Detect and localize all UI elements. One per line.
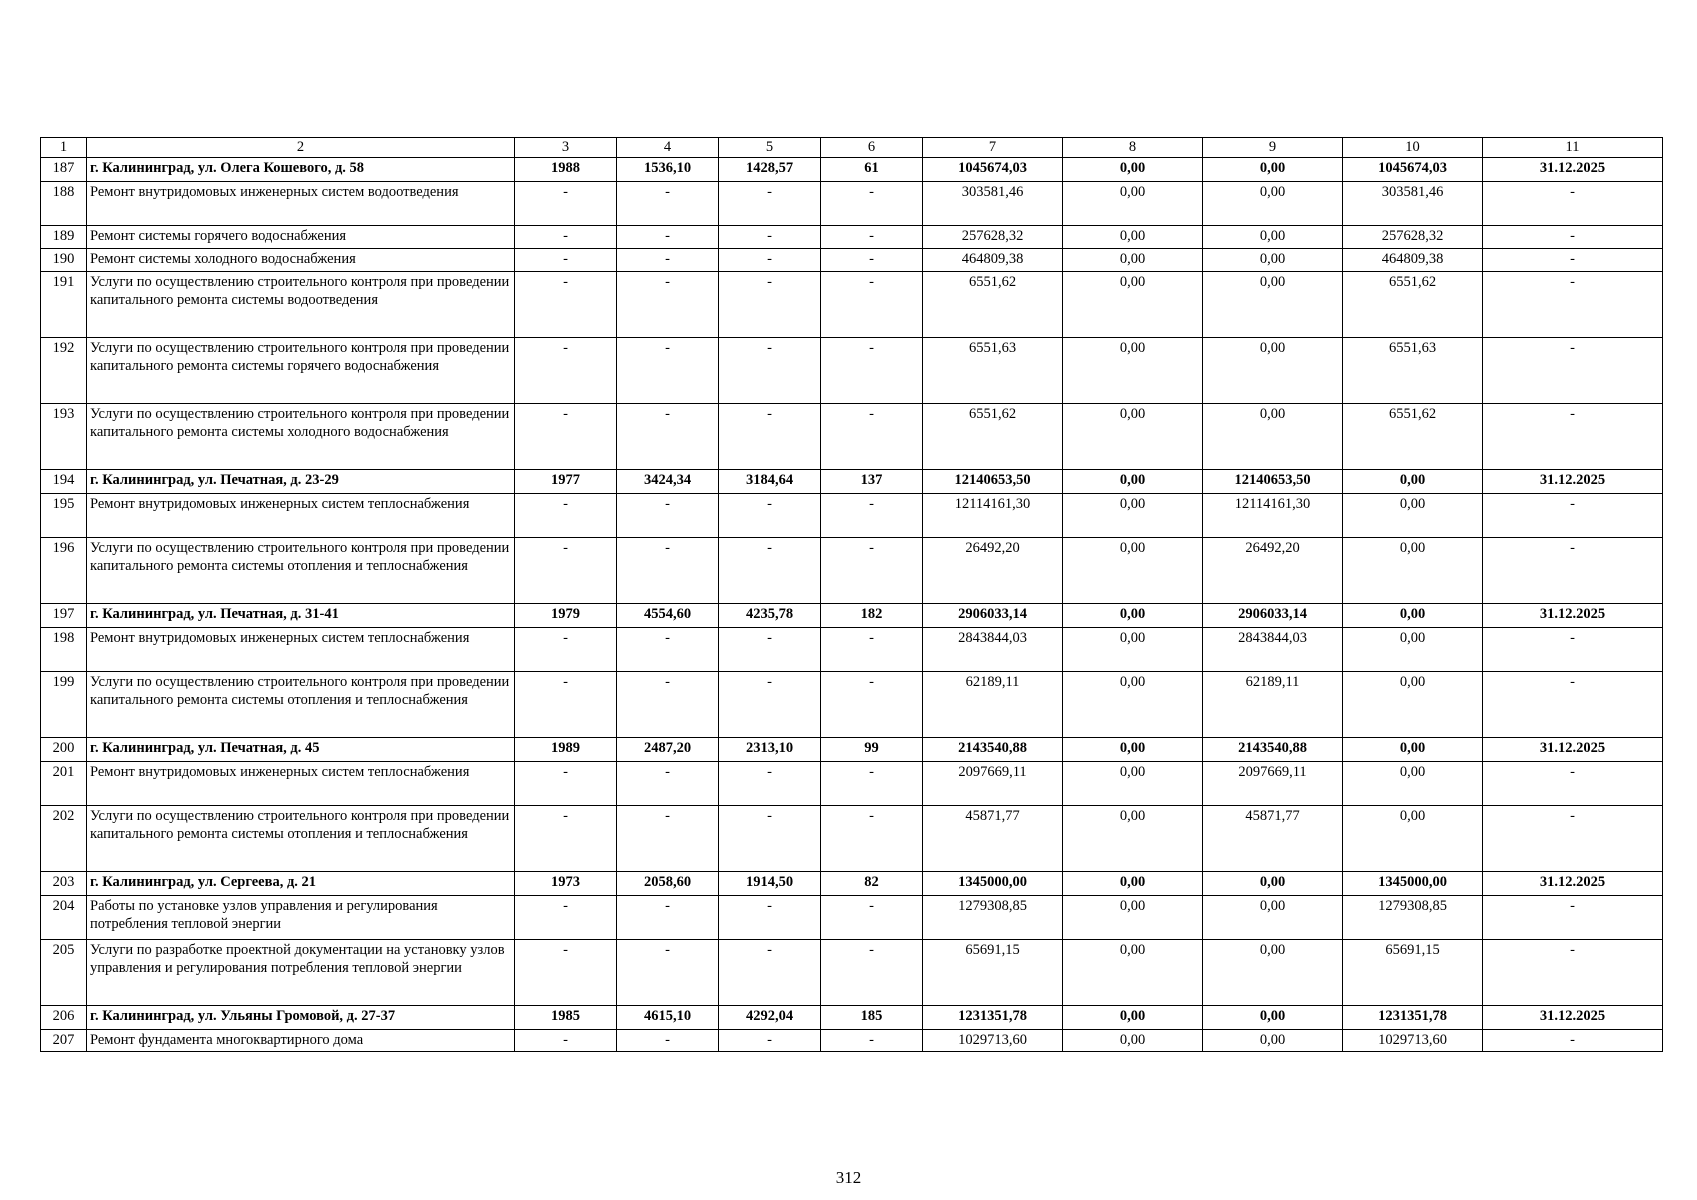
cell-cost-total: 6551,62 <box>923 271 1063 337</box>
cell-description: Ремонт фундамента многоквартирного дома <box>87 1029 515 1052</box>
cell-fund-owners: 0,00 <box>1203 225 1343 248</box>
cell-completion-date: - <box>1483 337 1663 403</box>
cell-description: Ремонт системы холодного водоснабжения <box>87 248 515 271</box>
work-row <box>41 627 1663 671</box>
cell-year-built: 1977 <box>515 469 617 493</box>
cell-fund-owners: 0,00 <box>1203 939 1343 1005</box>
work-row <box>41 805 1663 871</box>
cell-row-number: 200 <box>41 737 87 761</box>
cell-fund-regional: 0,00 <box>1063 537 1203 603</box>
cell-fund-regional: 0,00 <box>1063 627 1203 671</box>
cell-year-built: - <box>515 537 617 603</box>
work-row <box>41 761 1663 805</box>
cell-fund-owners: 2097669,11 <box>1203 761 1343 805</box>
cell-year-built: 1989 <box>515 737 617 761</box>
cell-completion-date: - <box>1483 537 1663 603</box>
cell-total-area: - <box>617 271 719 337</box>
cell-completion-date: - <box>1483 181 1663 225</box>
work-row <box>41 939 1663 1005</box>
cell-completion-date: 31.12.2025 <box>1483 1005 1663 1029</box>
cell-fund-regional: 0,00 <box>1063 939 1203 1005</box>
cell-cost-total: 12140653,50 <box>923 469 1063 493</box>
cell-living-area: - <box>719 271 821 337</box>
cell-description: Услуги по осуществлению строительного контроля при проведении капитального ремонта системы водоотведения <box>87 271 515 337</box>
cell-description: Ремонт системы горячего водоснабжения <box>87 225 515 248</box>
cell-fund-other: 1231351,78 <box>1343 1005 1483 1029</box>
cell-completion-date: 31.12.2025 <box>1483 737 1663 761</box>
cell-description: Услуги по разработке проектной документации на установку узлов управления и регулирования потребления тепловой энергии <box>87 939 515 1005</box>
cell-residents: - <box>821 895 923 939</box>
cell-fund-other: 6551,63 <box>1343 337 1483 403</box>
header-cell-fund-other: 10 <box>1343 138 1483 158</box>
cell-cost-total: 2143540,88 <box>923 737 1063 761</box>
cell-completion-date: - <box>1483 248 1663 271</box>
cell-cost-total: 2906033,14 <box>923 603 1063 627</box>
cell-fund-owners: 0,00 <box>1203 157 1343 181</box>
cell-fund-owners: 45871,77 <box>1203 805 1343 871</box>
cell-residents: - <box>821 225 923 248</box>
cell-fund-regional: 0,00 <box>1063 805 1203 871</box>
cell-fund-regional: 0,00 <box>1063 403 1203 469</box>
cell-residents: - <box>821 181 923 225</box>
cell-description: Услуги по осуществлению строительного контроля при проведении капитального ремонта системы отопления и теплоснабжения <box>87 805 515 871</box>
cell-living-area: - <box>719 493 821 537</box>
header-cell-completion-date: 11 <box>1483 138 1663 158</box>
cell-residents: 137 <box>821 469 923 493</box>
cell-completion-date: - <box>1483 627 1663 671</box>
cell-living-area: - <box>719 805 821 871</box>
work-row <box>41 403 1663 469</box>
cell-cost-total: 464809,38 <box>923 248 1063 271</box>
cell-residents: 82 <box>821 871 923 895</box>
cell-cost-total: 2843844,03 <box>923 627 1063 671</box>
header-cell-total-area: 4 <box>617 138 719 158</box>
cell-row-number: 205 <box>41 939 87 1005</box>
cell-fund-regional: 0,00 <box>1063 337 1203 403</box>
cell-row-number: 207 <box>41 1029 87 1052</box>
cell-fund-other: 6551,62 <box>1343 271 1483 337</box>
cell-year-built: - <box>515 627 617 671</box>
cell-completion-date: - <box>1483 271 1663 337</box>
cell-fund-regional: 0,00 <box>1063 225 1203 248</box>
cell-completion-date: 31.12.2025 <box>1483 871 1663 895</box>
cell-total-area: - <box>617 805 719 871</box>
cell-description: Ремонт внутридомовых инженерных систем водоотведения <box>87 181 515 225</box>
cell-fund-owners: 62189,11 <box>1203 671 1343 737</box>
cell-cost-total: 6551,63 <box>923 337 1063 403</box>
cell-living-area: - <box>719 1029 821 1052</box>
address-row <box>41 737 1663 761</box>
cell-fund-owners: 0,00 <box>1203 871 1343 895</box>
cell-total-area: - <box>617 761 719 805</box>
address-row <box>41 1005 1663 1029</box>
cell-row-number: 190 <box>41 248 87 271</box>
cell-total-area: - <box>617 627 719 671</box>
cell-living-area: - <box>719 181 821 225</box>
cell-fund-other: 257628,32 <box>1343 225 1483 248</box>
cell-completion-date: - <box>1483 1029 1663 1052</box>
cell-living-area: 4292,04 <box>719 1005 821 1029</box>
address-row <box>41 157 1663 181</box>
cell-cost-total: 1231351,78 <box>923 1005 1063 1029</box>
cell-completion-date: - <box>1483 939 1663 1005</box>
document-sheet <box>40 137 1662 1052</box>
cell-fund-other: 0,00 <box>1343 603 1483 627</box>
cell-row-number: 197 <box>41 603 87 627</box>
cell-total-area: - <box>617 895 719 939</box>
cell-cost-total: 2097669,11 <box>923 761 1063 805</box>
cell-living-area: - <box>719 537 821 603</box>
cell-fund-other: 0,00 <box>1343 671 1483 737</box>
cell-residents: - <box>821 805 923 871</box>
cell-fund-owners: 2843844,03 <box>1203 627 1343 671</box>
cell-year-built: 1979 <box>515 603 617 627</box>
cell-completion-date: - <box>1483 493 1663 537</box>
cell-fund-owners: 0,00 <box>1203 337 1343 403</box>
cell-living-area: 4235,78 <box>719 603 821 627</box>
cell-row-number: 193 <box>41 403 87 469</box>
cell-total-area: 4615,10 <box>617 1005 719 1029</box>
cell-row-number: 206 <box>41 1005 87 1029</box>
cell-row-number: 194 <box>41 469 87 493</box>
cell-fund-regional: 0,00 <box>1063 181 1203 225</box>
cell-row-number: 192 <box>41 337 87 403</box>
cell-fund-regional: 0,00 <box>1063 1029 1203 1052</box>
work-row <box>41 1029 1663 1052</box>
cell-total-area: 3424,34 <box>617 469 719 493</box>
cell-completion-date: 31.12.2025 <box>1483 469 1663 493</box>
work-row <box>41 671 1663 737</box>
cell-living-area: 2313,10 <box>719 737 821 761</box>
cell-completion-date: - <box>1483 225 1663 248</box>
cell-year-built: - <box>515 248 617 271</box>
cell-cost-total: 26492,20 <box>923 537 1063 603</box>
cell-fund-owners: 0,00 <box>1203 181 1343 225</box>
cell-residents: - <box>821 939 923 1005</box>
cell-fund-other: 1029713,60 <box>1343 1029 1483 1052</box>
cell-year-built: - <box>515 493 617 537</box>
cell-year-built: 1988 <box>515 157 617 181</box>
cell-cost-total: 1045674,03 <box>923 157 1063 181</box>
cell-year-built: - <box>515 225 617 248</box>
cell-row-number: 191 <box>41 271 87 337</box>
cell-row-number: 202 <box>41 805 87 871</box>
cell-cost-total: 1029713,60 <box>923 1029 1063 1052</box>
cell-total-area: - <box>617 537 719 603</box>
cell-cost-total: 62189,11 <box>923 671 1063 737</box>
cell-fund-other: 6551,62 <box>1343 403 1483 469</box>
cell-description: г. Калининград, ул. Сергеева, д. 21 <box>87 871 515 895</box>
cell-fund-owners: 0,00 <box>1203 248 1343 271</box>
cell-row-number: 204 <box>41 895 87 939</box>
cell-residents: - <box>821 493 923 537</box>
cell-row-number: 198 <box>41 627 87 671</box>
cell-row-number: 199 <box>41 671 87 737</box>
cell-total-area: 2487,20 <box>617 737 719 761</box>
cell-row-number: 189 <box>41 225 87 248</box>
cell-year-built: - <box>515 181 617 225</box>
cell-cost-total: 45871,77 <box>923 805 1063 871</box>
cell-year-built: - <box>515 671 617 737</box>
cell-fund-other: 0,00 <box>1343 805 1483 871</box>
cell-fund-other: 464809,38 <box>1343 248 1483 271</box>
work-row <box>41 271 1663 337</box>
cell-total-area: - <box>617 248 719 271</box>
cell-fund-owners: 0,00 <box>1203 1005 1343 1029</box>
address-row <box>41 603 1663 627</box>
cell-year-built: - <box>515 895 617 939</box>
cell-fund-regional: 0,00 <box>1063 157 1203 181</box>
cell-description: г. Калининград, ул. Ульяны Громовой, д. 27-37 <box>87 1005 515 1029</box>
cell-living-area: - <box>719 671 821 737</box>
cell-description: г. Калининград, ул. Печатная, д. 23-29 <box>87 469 515 493</box>
cell-residents: 99 <box>821 737 923 761</box>
cell-fund-other: 0,00 <box>1343 627 1483 671</box>
cell-fund-regional: 0,00 <box>1063 469 1203 493</box>
cell-fund-regional: 0,00 <box>1063 761 1203 805</box>
work-row <box>41 181 1663 225</box>
cell-description: Ремонт внутридомовых инженерных систем теплоснабжения <box>87 627 515 671</box>
cell-residents: - <box>821 671 923 737</box>
table-body <box>41 138 1663 1052</box>
cell-fund-owners: 0,00 <box>1203 403 1343 469</box>
cell-year-built: - <box>515 805 617 871</box>
cell-description: Услуги по осуществлению строительного контроля при проведении капитального ремонта системы отопления и теплоснабжения <box>87 537 515 603</box>
header-cell-fund-owners: 9 <box>1203 138 1343 158</box>
cell-fund-regional: 0,00 <box>1063 737 1203 761</box>
cell-year-built: - <box>515 1029 617 1052</box>
cell-residents: - <box>821 403 923 469</box>
cell-completion-date: - <box>1483 805 1663 871</box>
cell-fund-other: 0,00 <box>1343 537 1483 603</box>
cell-total-area: - <box>617 671 719 737</box>
cell-residents: - <box>821 1029 923 1052</box>
cell-total-area: 2058,60 <box>617 871 719 895</box>
cell-fund-other: 0,00 <box>1343 761 1483 805</box>
cell-residents: - <box>821 761 923 805</box>
header-cell-residents: 6 <box>821 138 923 158</box>
cell-living-area: - <box>719 403 821 469</box>
cell-cost-total: 6551,62 <box>923 403 1063 469</box>
cell-description: Работы по установке узлов управления и регулирования потребления тепловой энергии <box>87 895 515 939</box>
cell-fund-owners: 0,00 <box>1203 895 1343 939</box>
cell-cost-total: 1279308,85 <box>923 895 1063 939</box>
cell-total-area: - <box>617 1029 719 1052</box>
cell-cost-total: 257628,32 <box>923 225 1063 248</box>
cell-total-area: - <box>617 181 719 225</box>
cell-living-area: 1428,57 <box>719 157 821 181</box>
cell-living-area: - <box>719 761 821 805</box>
cell-residents: 61 <box>821 157 923 181</box>
work-row <box>41 895 1663 939</box>
cell-residents: - <box>821 627 923 671</box>
cell-row-number: 187 <box>41 157 87 181</box>
cell-living-area: - <box>719 939 821 1005</box>
cell-fund-regional: 0,00 <box>1063 671 1203 737</box>
header-cell-row-number: 1 <box>41 138 87 158</box>
cell-fund-regional: 0,00 <box>1063 248 1203 271</box>
cell-row-number: 201 <box>41 761 87 805</box>
cell-fund-regional: 0,00 <box>1063 871 1203 895</box>
cell-fund-other: 303581,46 <box>1343 181 1483 225</box>
cell-living-area: - <box>719 337 821 403</box>
cell-description: Ремонт внутридомовых инженерных систем теплоснабжения <box>87 761 515 805</box>
cell-row-number: 195 <box>41 493 87 537</box>
header-row <box>41 138 1663 158</box>
header-cell-cost-total: 7 <box>923 138 1063 158</box>
cell-completion-date: - <box>1483 761 1663 805</box>
cell-cost-total: 12114161,30 <box>923 493 1063 537</box>
cell-fund-other: 0,00 <box>1343 737 1483 761</box>
cell-residents: - <box>821 537 923 603</box>
cell-fund-owners: 26492,20 <box>1203 537 1343 603</box>
cell-living-area: - <box>719 225 821 248</box>
cell-row-number: 188 <box>41 181 87 225</box>
cell-fund-regional: 0,00 <box>1063 1005 1203 1029</box>
cell-fund-owners: 12140653,50 <box>1203 469 1343 493</box>
cell-fund-other: 0,00 <box>1343 469 1483 493</box>
cell-residents: - <box>821 248 923 271</box>
header-cell-living-area: 5 <box>719 138 821 158</box>
cell-description: Услуги по осуществлению строительного контроля при проведении капитального ремонта системы отопления и теплоснабжения <box>87 671 515 737</box>
cell-fund-regional: 0,00 <box>1063 271 1203 337</box>
address-row <box>41 871 1663 895</box>
cell-description: Услуги по осуществлению строительного контроля при проведении капитального ремонта системы холодного водоснабжения <box>87 403 515 469</box>
cell-completion-date: - <box>1483 895 1663 939</box>
work-row <box>41 537 1663 603</box>
cell-cost-total: 1345000,00 <box>923 871 1063 895</box>
capital-repair-table <box>40 137 1663 1052</box>
cell-year-built: - <box>515 271 617 337</box>
cell-cost-total: 303581,46 <box>923 181 1063 225</box>
cell-description: Услуги по осуществлению строительного контроля при проведении капитального ремонта системы горячего водоснабжения <box>87 337 515 403</box>
cell-total-area: - <box>617 493 719 537</box>
header-cell-year-built: 3 <box>515 138 617 158</box>
cell-fund-other: 0,00 <box>1343 493 1483 537</box>
cell-row-number: 196 <box>41 537 87 603</box>
work-row <box>41 337 1663 403</box>
cell-living-area: 3184,64 <box>719 469 821 493</box>
cell-fund-other: 65691,15 <box>1343 939 1483 1005</box>
cell-year-built: 1973 <box>515 871 617 895</box>
cell-fund-owners: 0,00 <box>1203 271 1343 337</box>
cell-year-built: - <box>515 403 617 469</box>
cell-row-number: 203 <box>41 871 87 895</box>
cell-living-area: 1914,50 <box>719 871 821 895</box>
cell-fund-regional: 0,00 <box>1063 603 1203 627</box>
address-row <box>41 469 1663 493</box>
cell-living-area: - <box>719 895 821 939</box>
cell-cost-total: 65691,15 <box>923 939 1063 1005</box>
cell-total-area: 4554,60 <box>617 603 719 627</box>
cell-living-area: - <box>719 627 821 671</box>
cell-description: г. Калининград, ул. Печатная, д. 31-41 <box>87 603 515 627</box>
cell-fund-regional: 0,00 <box>1063 493 1203 537</box>
cell-residents: - <box>821 271 923 337</box>
cell-fund-other: 1045674,03 <box>1343 157 1483 181</box>
cell-total-area: - <box>617 403 719 469</box>
cell-fund-owners: 2143540,88 <box>1203 737 1343 761</box>
cell-living-area: - <box>719 248 821 271</box>
work-row <box>41 248 1663 271</box>
cell-residents: 185 <box>821 1005 923 1029</box>
cell-total-area: - <box>617 337 719 403</box>
cell-residents: - <box>821 337 923 403</box>
cell-year-built: 1985 <box>515 1005 617 1029</box>
cell-fund-owners: 0,00 <box>1203 1029 1343 1052</box>
header-cell-description: 2 <box>87 138 515 158</box>
page-number: 312 <box>835 1168 862 1187</box>
work-row <box>41 493 1663 537</box>
cell-description: г. Калининград, ул. Печатная, д. 45 <box>87 737 515 761</box>
cell-description: г. Калининград, ул. Олега Кошевого, д. 58 <box>87 157 515 181</box>
cell-fund-owners: 2906033,14 <box>1203 603 1343 627</box>
cell-year-built: - <box>515 761 617 805</box>
header-cell-fund-regional: 8 <box>1063 138 1203 158</box>
cell-completion-date: 31.12.2025 <box>1483 157 1663 181</box>
cell-total-area: - <box>617 225 719 248</box>
cell-fund-owners: 12114161,30 <box>1203 493 1343 537</box>
cell-completion-date: - <box>1483 403 1663 469</box>
cell-fund-regional: 0,00 <box>1063 895 1203 939</box>
cell-year-built: - <box>515 337 617 403</box>
cell-total-area: 1536,10 <box>617 157 719 181</box>
cell-fund-other: 1345000,00 <box>1343 871 1483 895</box>
cell-completion-date: - <box>1483 671 1663 737</box>
cell-fund-other: 1279308,85 <box>1343 895 1483 939</box>
cell-completion-date: 31.12.2025 <box>1483 603 1663 627</box>
cell-year-built: - <box>515 939 617 1005</box>
cell-residents: 182 <box>821 603 923 627</box>
work-row <box>41 225 1663 248</box>
cell-total-area: - <box>617 939 719 1005</box>
cell-description: Ремонт внутридомовых инженерных систем теплоснабжения <box>87 493 515 537</box>
